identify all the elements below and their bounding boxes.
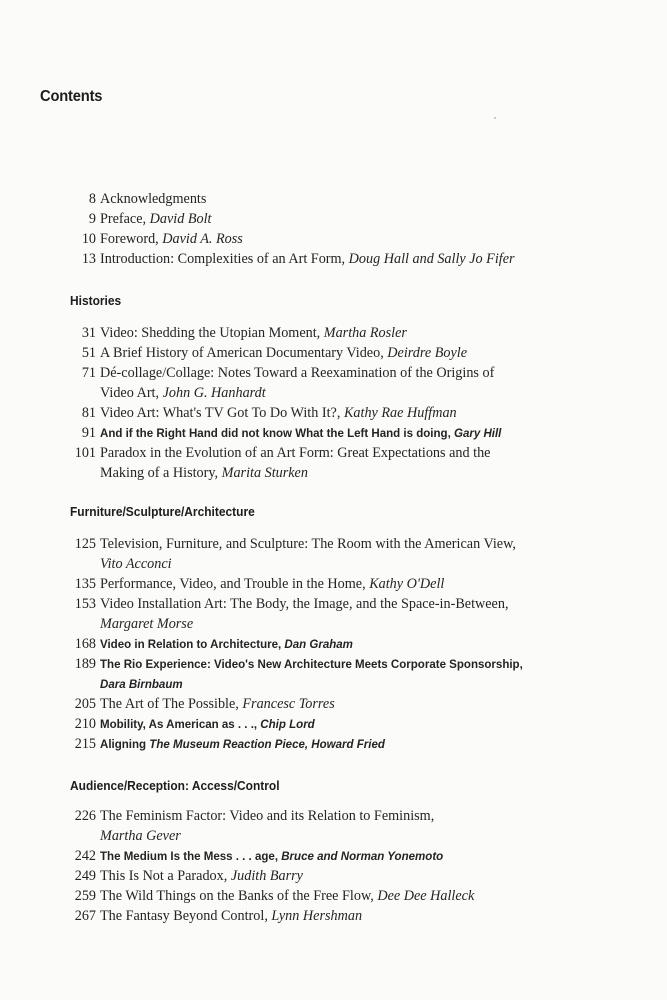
toc-title-text: The Feminism Factor: Video and its Relation to Feminism, bbox=[100, 808, 435, 824]
toc-entry-title bbox=[100, 634, 353, 654]
toc-page-number: 259 bbox=[74, 888, 96, 904]
toc-page-number: 267 bbox=[74, 908, 96, 924]
toc-entry-title bbox=[100, 866, 303, 886]
section-heading: Histories bbox=[70, 293, 122, 308]
paper-speck bbox=[494, 117, 496, 119]
toc-page-number: 215 bbox=[74, 736, 96, 752]
toc-entry-title bbox=[100, 714, 315, 734]
toc-title-text: This Is Not a Paradox, bbox=[100, 868, 231, 884]
section-heading: Furniture/Sculpture/Architecture bbox=[70, 504, 255, 519]
toc-entry-title bbox=[100, 249, 515, 269]
toc-author: The Museum Reaction Piece, Howard Fried bbox=[149, 737, 385, 751]
toc-author: Bruce and Norman Yonemoto bbox=[281, 849, 444, 863]
toc-title-text: Paradox in the Evolution of an Art Form: Great Expectations and the bbox=[100, 445, 491, 461]
toc-title-text: Video Art, bbox=[100, 385, 163, 401]
toc-entry-title bbox=[100, 229, 243, 249]
toc-title-text: And if the Right Hand did not know What the Left Hand is doing, bbox=[100, 426, 454, 440]
toc-entry-title bbox=[100, 423, 501, 443]
toc-entry-title bbox=[100, 443, 490, 463]
toc-page-number: 135 bbox=[74, 576, 96, 592]
toc-title-text: The Fantasy Beyond Control, bbox=[100, 908, 272, 924]
toc-page-number: 153 bbox=[74, 596, 96, 612]
toc-author: David A. Ross bbox=[162, 231, 243, 247]
toc-author: Doug Hall and Sally Jo Fifer bbox=[348, 251, 515, 267]
toc-entry-title bbox=[100, 574, 444, 594]
toc-title-text: A Brief History of American Documentary Video, bbox=[100, 345, 388, 361]
toc-author: Marita Sturken bbox=[221, 465, 308, 481]
toc-page-number: 91 bbox=[81, 425, 96, 441]
toc-page-number: 226 bbox=[74, 808, 96, 824]
toc-entry-title bbox=[100, 534, 516, 554]
toc-page-number: 242 bbox=[74, 848, 96, 864]
toc-entry-title bbox=[100, 594, 509, 614]
toc-author: Francesc Torres bbox=[242, 696, 335, 712]
toc-entry-title bbox=[100, 363, 494, 383]
toc-title-text: Acknowledgments bbox=[100, 191, 207, 207]
toc-page-number: 51 bbox=[81, 345, 96, 361]
toc-author: Kathy Rae Huffman bbox=[343, 405, 457, 421]
toc-title-text: The Art of The Possible, bbox=[100, 696, 243, 712]
toc-author: David Bolt bbox=[149, 211, 212, 227]
toc-page-number: 31 bbox=[81, 325, 96, 341]
toc-entry-title bbox=[100, 734, 385, 754]
toc-title-text: Aligning bbox=[100, 737, 150, 751]
toc-title-text: Video Art: What's TV Got To Do With It?, bbox=[100, 405, 344, 421]
toc-title-text: The Medium Is the Mess . . . age, bbox=[100, 849, 282, 863]
toc-entry-title bbox=[100, 343, 467, 363]
toc-author: Dan Graham bbox=[284, 637, 353, 651]
section-heading: Audience/Reception: Access/Control bbox=[70, 778, 280, 793]
toc-page-number: 9 bbox=[88, 211, 96, 227]
toc-entry-continuation bbox=[100, 674, 183, 694]
toc-entry-continuation bbox=[100, 826, 181, 846]
toc-title-text: Television, Furniture, and Sculpture: The Room with the American View, bbox=[100, 536, 516, 552]
toc-page-number: 10 bbox=[81, 231, 96, 247]
toc-entry-continuation bbox=[100, 554, 172, 574]
toc-author: Margaret Morse bbox=[100, 616, 194, 632]
page-title: Contents bbox=[40, 88, 103, 105]
toc-entry-title bbox=[100, 209, 212, 229]
toc-page-number: 168 bbox=[74, 636, 96, 652]
toc-page-number: 71 bbox=[81, 365, 96, 381]
toc-title-text: Preface, bbox=[100, 211, 150, 227]
toc-author: Gary Hill bbox=[453, 426, 502, 440]
toc-entry-title bbox=[100, 886, 474, 906]
toc-entry-title bbox=[100, 694, 335, 714]
toc-author: Dara Birnbaum bbox=[100, 677, 183, 691]
toc-author: Deirdre Boyle bbox=[387, 345, 468, 361]
toc-author: Vito Acconci bbox=[100, 556, 172, 572]
toc-title-text: Performance, Video, and Trouble in the Home, bbox=[100, 576, 370, 592]
toc-author: Kathy O'Dell bbox=[369, 576, 445, 592]
toc-title-text: Video in Relation to Architecture, bbox=[100, 637, 285, 651]
toc-entry-title bbox=[100, 189, 206, 209]
toc-title-text: Dé-collage/Collage: Notes Toward a Reexamination of the Origins of bbox=[100, 365, 495, 381]
toc-page-number: 101 bbox=[74, 445, 96, 461]
toc-page-number: 13 bbox=[81, 251, 96, 267]
toc-title-text: The Wild Things on the Banks of the Free Flow, bbox=[100, 888, 378, 904]
toc-page-number: 205 bbox=[74, 696, 96, 712]
toc-title-text: Video: Shedding the Utopian Moment, bbox=[100, 325, 324, 341]
toc-page-number: 125 bbox=[74, 536, 96, 552]
toc-author: John G. Hanhardt bbox=[162, 385, 266, 401]
toc-page-number: 210 bbox=[74, 716, 96, 732]
toc-page-number: 8 bbox=[88, 191, 96, 207]
toc-entry-continuation bbox=[100, 463, 308, 483]
toc-entry-continuation bbox=[100, 383, 266, 403]
toc-page-number: 249 bbox=[74, 868, 96, 884]
toc-entry-title bbox=[100, 403, 457, 423]
toc-title-text: Introduction: Complexities of an Art Form, bbox=[100, 251, 349, 267]
toc-author: Martha Rosler bbox=[323, 325, 407, 341]
toc-title-text: The Rio Experience: Video's New Architecture Meets Corporate Sponsorship, bbox=[100, 657, 523, 671]
toc-author: Judith Barry bbox=[230, 868, 303, 884]
toc-title-text: Mobility, As American as . . ., bbox=[100, 717, 261, 731]
toc-entry-continuation bbox=[100, 614, 193, 634]
toc-title-text: Video Installation Art: The Body, the Image, and the Space-in-Between, bbox=[100, 596, 509, 612]
toc-entry-title bbox=[100, 806, 434, 826]
toc-entry-title bbox=[100, 323, 407, 343]
toc-author: Dee Dee Halleck bbox=[377, 888, 475, 904]
toc-author: Chip Lord bbox=[260, 717, 315, 731]
toc-author: Martha Gever bbox=[100, 828, 181, 844]
toc-entry-title bbox=[100, 846, 443, 866]
toc-entry-title bbox=[100, 654, 523, 674]
toc-title-text: Making of a History, bbox=[100, 465, 222, 481]
toc-title-text: Foreword, bbox=[100, 231, 163, 247]
toc-page-number: 81 bbox=[81, 405, 96, 421]
toc-page-number: 189 bbox=[74, 656, 96, 672]
toc-entry-title bbox=[100, 906, 362, 926]
toc-author: Lynn Hershman bbox=[271, 908, 363, 924]
